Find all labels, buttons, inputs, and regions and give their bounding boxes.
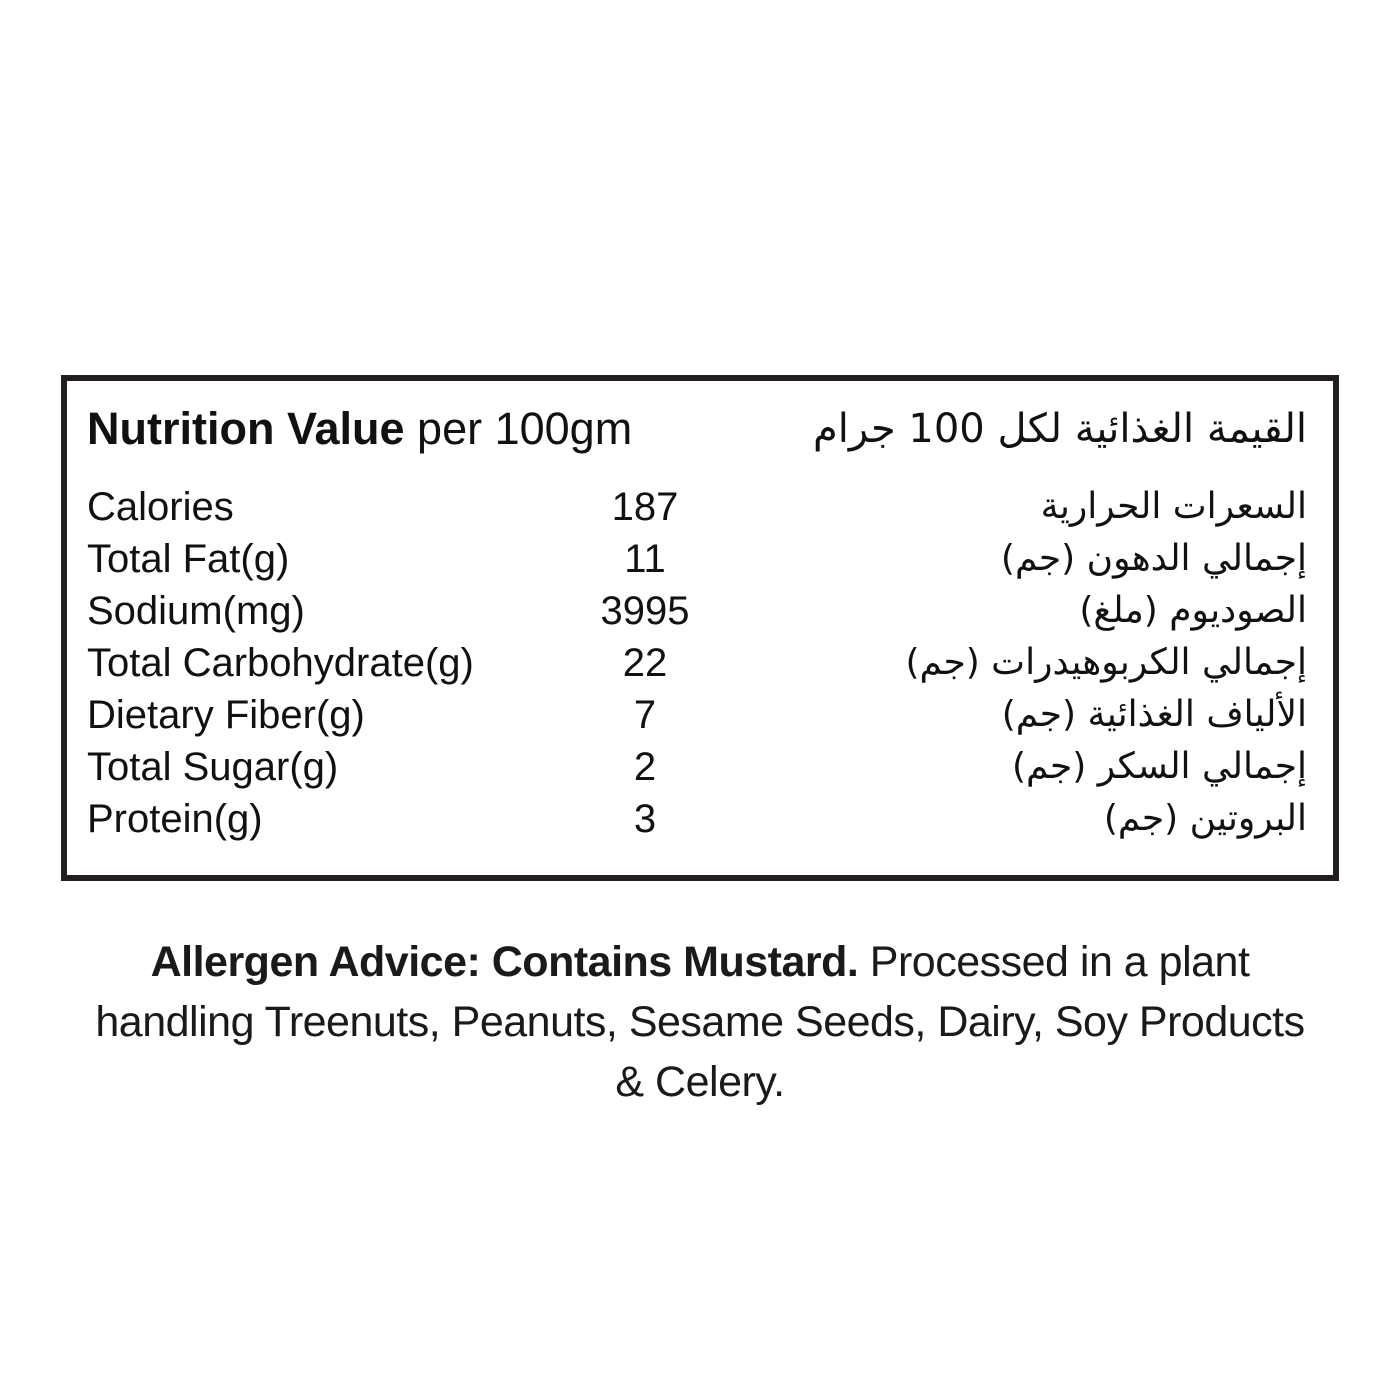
- nutrient-value: 187: [611, 485, 679, 529]
- header-title-ar: القيمة الغذائية لكل 100 جرام: [813, 406, 1307, 452]
- table-row: [87, 481, 1307, 533]
- table-row: [87, 689, 1307, 741]
- nutrient-value: 3: [633, 797, 657, 841]
- header-title-bold: Nutrition Value: [87, 403, 405, 454]
- nutrient-value: 2: [633, 745, 657, 789]
- nutrient-label-ar: إجمالي الكربوهيدرات (جم): [905, 642, 1307, 683]
- nutrient-label-en: Total Fat(g): [87, 537, 290, 581]
- header-title-en: [87, 403, 632, 455]
- nutrient-label-ar: الصوديوم (ملغ): [1079, 590, 1307, 631]
- nutrient-value: 7: [633, 693, 657, 737]
- nutrient-label-ar: الألياف الغذائية (جم): [1001, 694, 1307, 735]
- table-row: [87, 585, 1307, 637]
- allergen-advice-text: Processed in a plant handling Treenuts, Peanuts, Sesame Seeds, Dairy, Soy Products & Celery.: [95, 938, 1305, 1106]
- nutrient-label-en: Protein(g): [87, 797, 263, 841]
- nutrient-label-en: Sodium(mg): [87, 589, 305, 633]
- table-row: [87, 533, 1307, 585]
- nutrition-rows: [87, 481, 1307, 845]
- nutrient-value: 11: [624, 537, 666, 581]
- nutrient-label-ar: السعرات الحرارية: [1040, 486, 1307, 527]
- nutrient-value: 22: [622, 641, 668, 685]
- nutrient-label-ar: إجمالي الدهون (جم): [1000, 538, 1307, 579]
- table-row: [87, 793, 1307, 845]
- nutrient-label-en: Total Carbohydrate(g): [87, 641, 474, 685]
- nutrient-label-en: Total Sugar(g): [87, 745, 339, 789]
- header-title-rest: per 100gm: [417, 403, 633, 454]
- table-row: [87, 741, 1307, 793]
- nutrient-label-en: Calories: [87, 485, 234, 529]
- nutrient-label-en: Dietary Fiber(g): [87, 693, 365, 737]
- allergen-advice: [80, 932, 1320, 1112]
- nutrition-panel: [61, 375, 1339, 881]
- nutrient-label-ar: إجمالي السكر (جم): [1011, 746, 1307, 787]
- table-row: [87, 637, 1307, 689]
- nutrient-label-ar: البروتين (جم): [1103, 798, 1307, 839]
- nutrient-value: 3995: [600, 589, 690, 633]
- allergen-advice-bold: Allergen Advice: Contains Mustard.: [150, 938, 859, 986]
- nutrition-header: [87, 401, 1307, 457]
